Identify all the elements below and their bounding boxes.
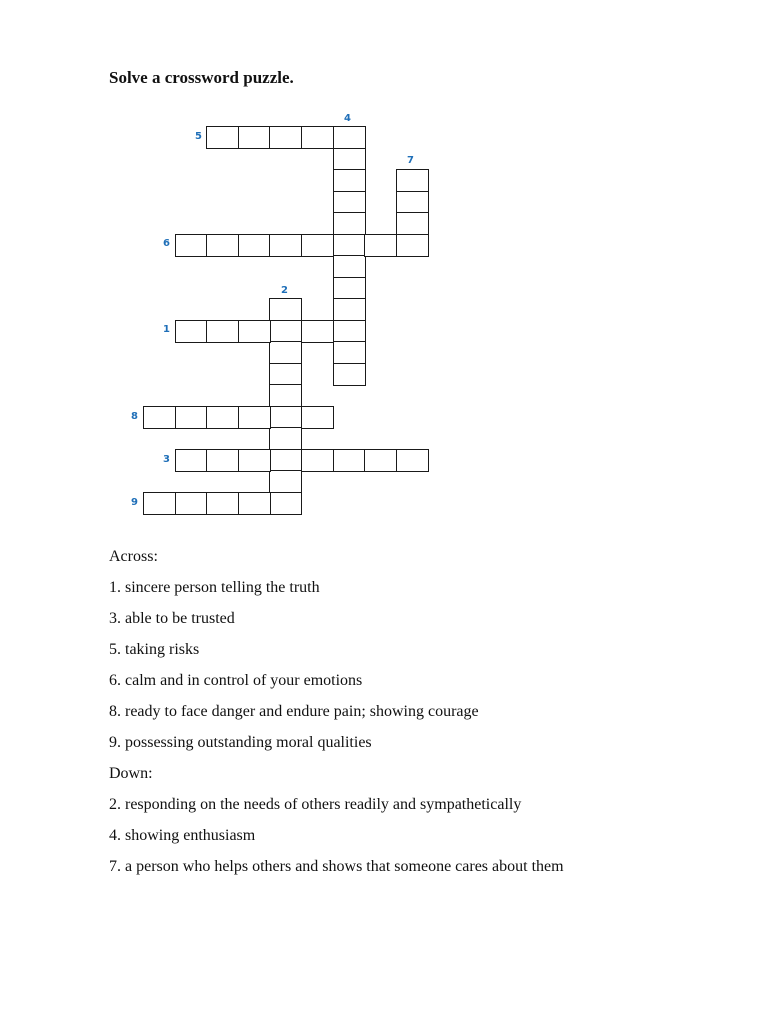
clue-number-9: 9 — [131, 497, 138, 508]
crossword-cell[interactable] — [333, 320, 366, 343]
across-heading: Across: — [109, 548, 158, 565]
crossword-cell[interactable] — [269, 384, 302, 407]
crossword-cell[interactable] — [206, 320, 239, 343]
crossword-cell[interactable] — [333, 212, 366, 235]
crossword-cell[interactable] — [269, 341, 302, 364]
crossword-cell[interactable] — [206, 406, 239, 429]
crossword-cell[interactable] — [269, 298, 302, 321]
crossword-cell[interactable] — [269, 470, 302, 493]
down-clue-7: 7. a person who helps others and shows that someone cares about them — [109, 858, 564, 875]
crossword-cell[interactable] — [206, 126, 239, 149]
crossword-cell[interactable] — [364, 234, 397, 257]
down-heading: Down: — [109, 765, 153, 782]
crossword-cell[interactable] — [333, 277, 366, 300]
crossword-cell[interactable] — [269, 363, 302, 386]
crossword-cell[interactable] — [301, 320, 334, 343]
across-clue-6: 6. calm and in control of your emotions — [109, 672, 363, 689]
crossword-cell[interactable] — [269, 234, 302, 257]
crossword-cell[interactable] — [269, 406, 302, 429]
down-clue-4: 4. showing enthusiasm — [109, 827, 256, 844]
clue-number-7: 7 — [407, 155, 414, 166]
across-clue-3: 3. able to be trusted — [109, 610, 235, 627]
clue-number-4: 4 — [344, 113, 351, 124]
clue-number-6: 6 — [163, 238, 170, 249]
crossword-cell[interactable] — [301, 234, 334, 257]
crossword-cell[interactable] — [396, 212, 429, 235]
crossword-cell[interactable] — [396, 449, 429, 472]
crossword-cell[interactable] — [333, 449, 366, 472]
clue-number-5: 5 — [195, 131, 202, 142]
clue-number-1: 1 — [163, 324, 170, 335]
crossword-cell[interactable] — [206, 449, 239, 472]
crossword-cell[interactable] — [206, 234, 239, 257]
crossword-cell[interactable] — [333, 341, 366, 364]
crossword-cell[interactable] — [238, 320, 271, 343]
crossword-cell[interactable] — [301, 406, 334, 429]
crossword-cell[interactable] — [333, 169, 366, 192]
crossword-cell[interactable] — [269, 427, 302, 450]
across-clue-8: 8. ready to face danger and endure pain; showing courage — [109, 703, 479, 720]
crossword-cell[interactable] — [333, 255, 366, 278]
crossword-cell[interactable] — [175, 492, 208, 515]
crossword-cell[interactable] — [175, 234, 208, 257]
crossword-cell[interactable] — [143, 406, 176, 429]
crossword-cell[interactable] — [301, 449, 334, 472]
crossword-cell[interactable] — [364, 449, 397, 472]
crossword-cell[interactable] — [238, 406, 271, 429]
crossword-cell[interactable] — [175, 320, 208, 343]
crossword-cell[interactable] — [175, 449, 208, 472]
across-clue-1: 1. sincere person telling the truth — [109, 579, 320, 596]
clue-list — [109, 541, 564, 882]
clue-number-2: 2 — [281, 285, 288, 296]
crossword-cell[interactable] — [238, 449, 271, 472]
crossword-cell[interactable] — [238, 126, 271, 149]
crossword-cell[interactable] — [143, 492, 176, 515]
crossword-cell[interactable] — [333, 298, 366, 321]
crossword-cell[interactable] — [396, 234, 429, 257]
crossword-cell[interactable] — [333, 363, 366, 386]
clue-number-8: 8 — [131, 411, 138, 422]
clue-number-3: 3 — [163, 454, 170, 465]
crossword-cell[interactable] — [301, 126, 334, 149]
across-clue-5: 5. taking risks — [109, 641, 200, 658]
down-clue-2: 2. responding on the needs of others readily and sympathetically — [109, 796, 522, 813]
crossword-cell[interactable] — [396, 169, 429, 192]
crossword-cell[interactable] — [333, 148, 366, 171]
crossword-cell[interactable] — [333, 234, 366, 257]
crossword-cell[interactable] — [238, 492, 271, 515]
crossword-cell[interactable] — [333, 126, 366, 149]
worksheet-title: Solve a crossword puzzle. — [109, 68, 294, 87]
crossword-cell[interactable] — [269, 320, 302, 343]
crossword-cell[interactable] — [269, 449, 302, 472]
crossword-cell[interactable] — [333, 191, 366, 214]
crossword-cell[interactable] — [269, 126, 302, 149]
across-clue-9: 9. possessing outstanding moral qualities — [109, 734, 372, 751]
crossword-cell[interactable] — [206, 492, 239, 515]
crossword-cell[interactable] — [238, 234, 271, 257]
crossword-cell[interactable] — [175, 406, 208, 429]
crossword-cell[interactable] — [269, 492, 302, 515]
crossword-cell[interactable] — [396, 191, 429, 214]
